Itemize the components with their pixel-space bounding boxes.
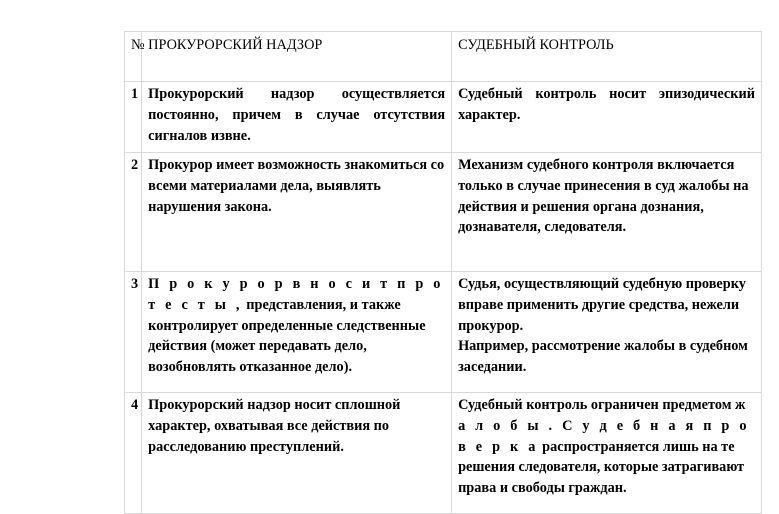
header-prosecutor-supervision: ПРОКУРОРСКИЙ НАДЗОР	[142, 32, 452, 82]
judicial-cell-text: Судья, осуществляющий судебную проверку вправе применить другие средства, нежели прокурор.	[458, 276, 746, 334]
prosecutor-cell: Прокурорский надзор осуществляется постоянно, причем в случае отсутствия сигналов извне.	[142, 82, 452, 153]
table-row	[125, 82, 762, 153]
prosecutor-cell-text: представления, и также контролирует определенные следственные действия (может передавать дело, возобновлять отказанное дело).	[148, 296, 426, 376]
judicial-cell-text: Судебный контроль ограничен предметом	[458, 397, 732, 413]
judicial-cell-spaced-text: ж а л о б ы . С у д е б н а я п р о в е р к а	[458, 397, 750, 455]
table-row	[125, 272, 762, 393]
row-number: 2	[125, 153, 142, 272]
judicial-cell: Механизм судебного контроля включается только в случае принесения в суд жалобы на действия и решения органа дознания, дознавателя, следователя.	[452, 153, 762, 272]
judicial-cell	[452, 393, 762, 514]
row-number: 4	[125, 393, 142, 514]
comparison-table	[124, 31, 762, 514]
row-number: 3	[125, 272, 142, 393]
prosecutor-cell	[142, 272, 452, 393]
prosecutor-cell: Прокурор имеет возможность знакомиться со всеми материалами дела, выявлять нарушения закона.	[142, 153, 452, 272]
prosecutor-cell-spaced-text: П р о к у р о р в н о с и т п р о т е с т ы ,	[148, 276, 444, 313]
header-number: №	[125, 32, 142, 82]
header-judicial-control: СУДЕБНЫЙ КОНТРОЛЬ	[452, 32, 762, 82]
table-header-row	[125, 32, 762, 82]
prosecutor-cell: Прокурорский надзор носит сплошной характер, охватывая все действия по расследованию преступлений.	[142, 393, 452, 514]
judicial-cell	[452, 272, 762, 393]
row-number: 1	[125, 82, 142, 153]
judicial-cell-example: Например, рассмотрение жалобы в судебном заседании.	[458, 338, 748, 376]
table-row	[125, 153, 762, 272]
judicial-cell: Судебный контроль носит эпизодический характер.	[452, 82, 762, 153]
judicial-cell-text-rest: распространяется лишь на те решения следователя, которые затрагивают права и свободы граждан.	[458, 438, 745, 497]
table-row	[125, 393, 762, 514]
